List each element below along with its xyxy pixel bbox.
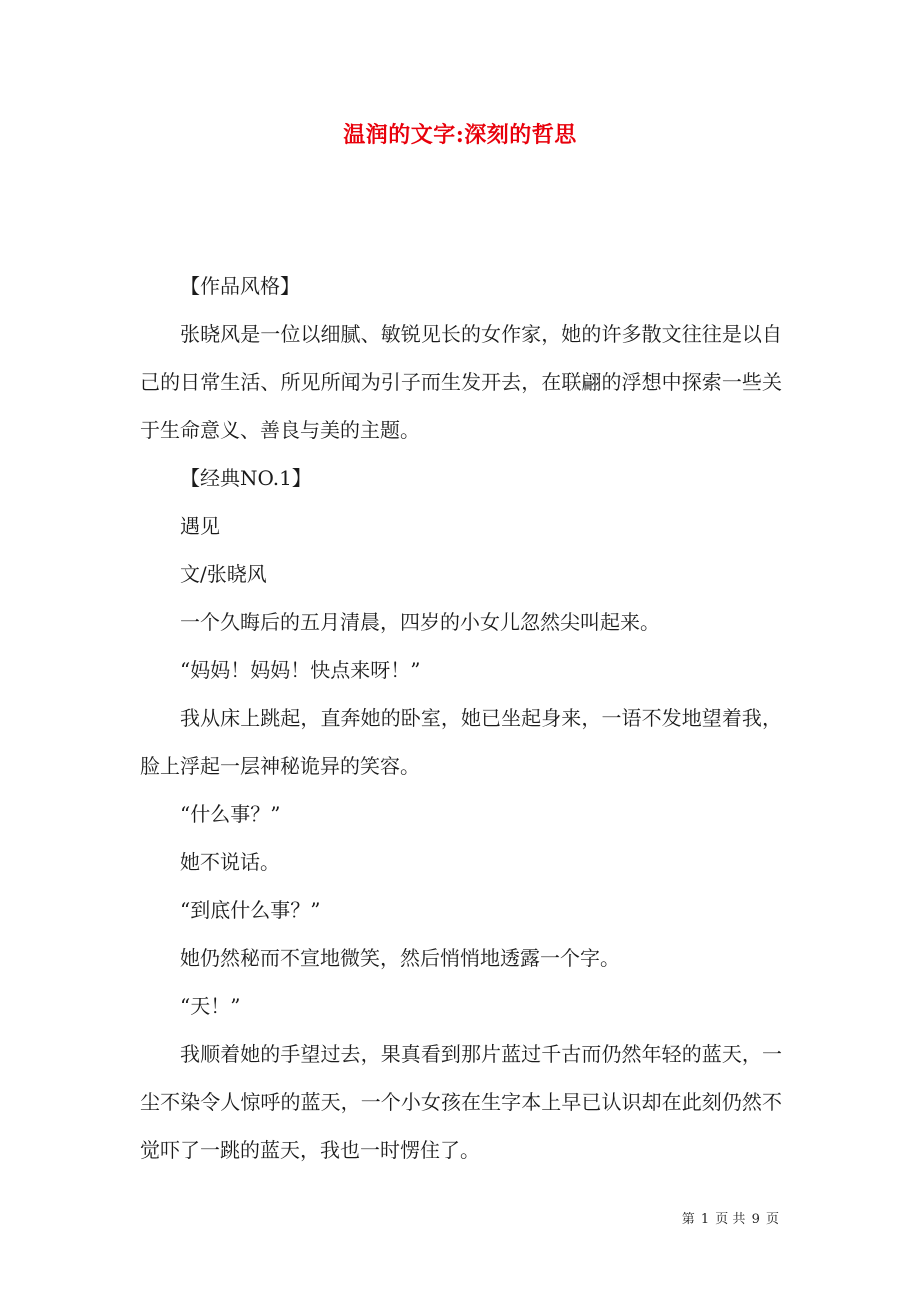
paragraph: “什么事？” (180, 802, 281, 826)
paragraph: “妈妈！妈妈！快点来呀！” (180, 658, 421, 682)
document-title: 温润的文字:深刻的哲思 (343, 122, 577, 148)
paragraph: “到底什么事？” (180, 898, 321, 922)
document-body (140, 262, 782, 1174)
footer-total-pages: 9 (751, 1212, 760, 1227)
paragraph: 一个久晦后的五月清晨，四岁的小女儿忽然尖叫起来。 (180, 610, 660, 634)
essay-author: 文/张晓风 (180, 562, 267, 586)
page-number-footer (681, 1208, 780, 1227)
paragraph: 她仍然秘而不宣地微笑，然后悄悄地透露一个字。 (180, 946, 620, 970)
essay-title: 遇见 (180, 514, 220, 538)
paragraph: 我顺着她的手望过去，果真看到那片蓝过千古而仍然年轻的蓝天，一尘不染令人惊呼的蓝天，一个小女孩在生字本上早已认识却在此刻仍然不觉吓了一跳的蓝天，我也一时愣住了。 (140, 1042, 782, 1162)
section-heading-classic: 【经典NO.1】 (180, 466, 312, 490)
section-heading-style: 【作品风格】 (180, 274, 300, 298)
paragraph-intro: 张晓风是一位以细腻、敏锐见长的女作家，她的许多散文往往是以自己的日常生活、所见所闻为引子而生发开去，在联翩的浮想中探索一些关于生命意义、善良与美的主题。 (140, 322, 782, 442)
paragraph: 她不说话。 (180, 850, 280, 874)
footer-suffix: 页 (765, 1212, 779, 1227)
footer-prefix: 第 (681, 1212, 695, 1227)
footer-middle: 页 共 (715, 1212, 746, 1227)
paragraph: 我从床上跳起，直奔她的卧室，她已坐起身来，一语不发地望着我，脸上浮起一层神秘诡异的笑容。 (140, 706, 782, 778)
footer-current-page: 1 (700, 1212, 710, 1227)
paragraph: “天！” (180, 994, 241, 1018)
